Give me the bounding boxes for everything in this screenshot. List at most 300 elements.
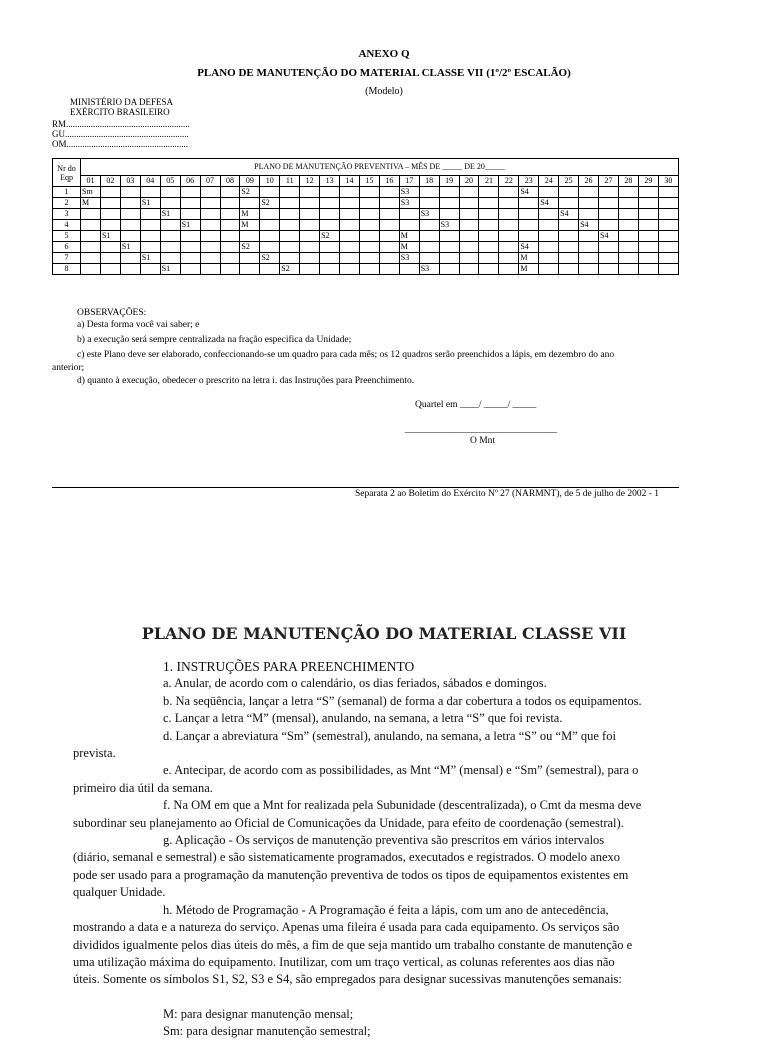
schedule-cell	[638, 198, 658, 209]
schedule-cell	[359, 220, 379, 231]
schedule-cell: S2	[320, 231, 340, 242]
schedule-cell	[579, 264, 599, 275]
schedule-cell	[379, 187, 399, 198]
schedule-cell	[579, 198, 599, 209]
table-row	[53, 253, 679, 264]
schedule-cell	[200, 198, 220, 209]
schedule-cell	[419, 253, 439, 264]
schedule-cell	[638, 209, 658, 220]
schedule-cell	[300, 264, 320, 275]
schedule-cell	[120, 220, 140, 231]
table-row	[53, 187, 679, 198]
schedule-cell	[599, 198, 619, 209]
schedule-cell	[120, 187, 140, 198]
instructions-heading: 1. INSTRUÇÕES PARA PREENCHIMENTO	[163, 659, 415, 674]
day-header: 29	[638, 176, 658, 187]
schedule-cell	[280, 187, 300, 198]
schedule-cell	[359, 187, 379, 198]
day-header: 08	[220, 176, 240, 187]
equipment-number: 4	[53, 220, 81, 231]
schedule-cell	[379, 264, 399, 275]
schedule-cell	[559, 264, 579, 275]
schedule-cell	[559, 220, 579, 231]
schedule-cell	[320, 187, 340, 198]
page2-title: PLANO DE MANUTENÇÃO DO MATERIAL CLASSE VII	[141, 624, 627, 643]
instruction-f-cont: subordinar seu planejamento ao Oficial de Comunicações da Unidade, para efeito de coordenação (semestral).	[73, 815, 624, 830]
schedule-cell	[399, 209, 419, 220]
schedule-cell	[160, 220, 180, 231]
schedule-cell: S2	[240, 242, 260, 253]
schedule-cell	[359, 253, 379, 264]
rm-field: RM.......................................................	[52, 119, 190, 129]
schedule-cell	[499, 187, 519, 198]
corner-cell: Nr do Eqp	[53, 159, 81, 187]
signature-line: ________________________________	[405, 425, 557, 435]
signer-label: O Mnt	[470, 436, 496, 446]
schedule-cell	[439, 187, 459, 198]
schedule-cell	[658, 264, 678, 275]
day-header: 02	[100, 176, 120, 187]
instruction-h: h. Método de Programação - A Programação é feita a lápis, com um ano de antecedência,	[163, 902, 609, 917]
schedule-cell	[260, 209, 280, 220]
schedule-cell	[658, 242, 678, 253]
schedule-cell	[140, 231, 160, 242]
schedule-cell	[459, 242, 479, 253]
instruction-h-cont-4: úteis. Somente os símbolos S1, S2, S3 e S4, são empregados para designar sucessivas manutenções semanais:	[73, 972, 622, 987]
schedule-cell: S2	[260, 198, 280, 209]
day-header: 10	[260, 176, 280, 187]
model-label: (Modelo)	[365, 86, 403, 97]
schedule-cell	[658, 187, 678, 198]
footer-text: Separata 2 ao Boletim do Exército Nº 27 (NARMNT), de 5 de julho de 2002 - 1	[355, 489, 659, 499]
schedule-cell	[379, 198, 399, 209]
schedule-cell	[320, 264, 340, 275]
schedule-cell	[439, 253, 459, 264]
schedule-cell: S3	[439, 220, 459, 231]
day-header: 24	[539, 176, 559, 187]
schedule-cell: S1	[100, 231, 120, 242]
schedule-cell	[340, 220, 360, 231]
day-header: 19	[439, 176, 459, 187]
schedule-cell	[599, 187, 619, 198]
observations-title: OBSERVAÇÕES:	[77, 308, 147, 318]
schedule-cell: S1	[160, 209, 180, 220]
schedule-cell	[599, 242, 619, 253]
schedule-cell	[459, 220, 479, 231]
schedule-cell	[180, 231, 200, 242]
day-header: 13	[320, 176, 340, 187]
day-header: 16	[379, 176, 399, 187]
schedule-cell	[479, 253, 499, 264]
schedule-cell	[579, 187, 599, 198]
table-row	[53, 220, 679, 231]
schedule-cell	[340, 242, 360, 253]
schedule-cell	[599, 264, 619, 275]
schedule-cell: S4	[559, 209, 579, 220]
schedule-cell	[180, 187, 200, 198]
schedule-cell	[459, 209, 479, 220]
schedule-cell	[439, 209, 459, 220]
schedule-cell: S4	[539, 198, 559, 209]
schedule-cell	[539, 231, 559, 242]
schedule-cell	[539, 242, 559, 253]
schedule-cell	[220, 253, 240, 264]
schedule-cell	[499, 242, 519, 253]
om-field: OM......................................................	[52, 139, 189, 149]
symbol-sm: Sm: para designar manutenção semestral;	[163, 1024, 371, 1039]
schedule-cell	[280, 242, 300, 253]
schedule-cell: S4	[579, 220, 599, 231]
schedule-cell	[559, 198, 579, 209]
schedule-cell	[240, 198, 260, 209]
day-header: 03	[120, 176, 140, 187]
schedule-cell	[479, 242, 499, 253]
schedule-cell: S1	[140, 253, 160, 264]
ministry-label: MINISTÉRIO DA DEFESA	[70, 97, 174, 107]
equipment-number: 6	[53, 242, 81, 253]
quartel-date: Quartel em ____/ _____/ _____	[415, 400, 537, 410]
schedule-cell	[340, 231, 360, 242]
schedule-cell	[658, 209, 678, 220]
schedule-cell	[359, 264, 379, 275]
instruction-d: d. Lançar a abreviatura “Sm” (semestral), anulando, na semana, a letra “S” ou “M” que foi	[163, 728, 616, 743]
schedule-cell	[200, 187, 220, 198]
schedule-cell	[499, 220, 519, 231]
schedule-cell	[300, 231, 320, 242]
schedule-cell	[519, 220, 539, 231]
schedule-cell	[280, 209, 300, 220]
schedule-cell	[160, 198, 180, 209]
footer-divider	[52, 487, 679, 488]
schedule-cell	[479, 264, 499, 275]
schedule-cell	[320, 220, 340, 231]
page2-body	[73, 658, 709, 1041]
observation-a: a) Desta forma você vai saber; e	[77, 320, 200, 330]
schedule-cell	[658, 198, 678, 209]
schedule-cell	[100, 209, 120, 220]
schedule-cell	[419, 231, 439, 242]
schedule-cell	[479, 198, 499, 209]
schedule-cell	[618, 253, 638, 264]
schedule-cell	[160, 242, 180, 253]
schedule-cell	[499, 264, 519, 275]
schedule-cell	[519, 231, 539, 242]
schedule-cell: S3	[419, 264, 439, 275]
schedule-cell: S2	[280, 264, 300, 275]
schedule-cell	[200, 209, 220, 220]
instruction-f: f. Na OM em que a Mnt for realizada pela Subunidade (descentralizada), o Cmt da mesma deve	[163, 798, 642, 813]
schedule-cell	[280, 253, 300, 264]
day-header: 07	[200, 176, 220, 187]
table-row	[53, 231, 679, 242]
observation-d: d) quanto à execução, obedecer o prescrito na letra i. das Instruções para Preenchimento.	[77, 376, 415, 386]
army-label: EXÉRCITO BRASILEIRO	[70, 107, 170, 117]
schedule-cell	[499, 198, 519, 209]
schedule-cell	[160, 187, 180, 198]
schedule-cell	[539, 253, 559, 264]
schedule-cell	[519, 198, 539, 209]
schedule-cell	[439, 242, 459, 253]
schedule-cell	[618, 209, 638, 220]
instruction-e: e. Antecipar, de acordo com as possibilidades, as Mnt “M” (mensal) e “Sm” (semestral), para o	[163, 763, 639, 778]
schedule-cell	[220, 209, 240, 220]
schedule-cell	[459, 231, 479, 242]
schedule-cell	[100, 253, 120, 264]
schedule-cell	[599, 209, 619, 220]
schedule-cell	[180, 264, 200, 275]
day-header: 04	[140, 176, 160, 187]
schedule-cell	[638, 253, 658, 264]
schedule-cell	[379, 209, 399, 220]
schedule-cell	[359, 198, 379, 209]
schedule-cell	[499, 231, 519, 242]
schedule-cell	[658, 220, 678, 231]
equipment-number: 1	[53, 187, 81, 198]
schedule-cell	[100, 198, 120, 209]
schedule-cell	[359, 242, 379, 253]
day-header: 21	[479, 176, 499, 187]
schedule-cell	[658, 231, 678, 242]
schedule-cell: S3	[399, 198, 419, 209]
schedule-cell: S2	[240, 187, 260, 198]
schedule-cell	[140, 187, 160, 198]
schedule-cell	[120, 264, 140, 275]
table-row	[53, 242, 679, 253]
schedule-cell	[140, 220, 160, 231]
day-header: 14	[340, 176, 360, 187]
schedule-cell	[180, 253, 200, 264]
schedule-cell	[300, 242, 320, 253]
equipment-number: 3	[53, 209, 81, 220]
schedule-cell	[658, 253, 678, 264]
table-header: PLANO DE MANUTENÇÃO PREVENTIVA – MÊS DE _____ DE 20_____	[81, 159, 679, 176]
schedule-cell	[100, 242, 120, 253]
day-header: 23	[519, 176, 539, 187]
schedule-cell	[618, 242, 638, 253]
schedule-cell: M	[519, 253, 539, 264]
schedule-cell	[439, 231, 459, 242]
schedule-cell	[479, 220, 499, 231]
schedule-cell: M	[519, 264, 539, 275]
schedule-cell: S3	[419, 209, 439, 220]
instruction-e-cont: primeiro dia útil da semana.	[73, 780, 213, 795]
schedule-cell	[340, 253, 360, 264]
schedule-cell	[320, 242, 340, 253]
schedule-cell: S4	[599, 231, 619, 242]
schedule-cell	[220, 242, 240, 253]
schedule-cell: S1	[180, 220, 200, 231]
schedule-cell: M	[399, 231, 419, 242]
day-header: 15	[359, 176, 379, 187]
schedule-cell	[81, 220, 101, 231]
schedule-cell	[340, 198, 360, 209]
schedule-cell	[180, 209, 200, 220]
schedule-cell	[539, 220, 559, 231]
observation-c: c) este Plano deve ser elaborado, confeccionando-se um quadro para cada mês; os 12 quadros serão preenchidos a lápis, em dezembro do ano	[77, 350, 615, 360]
day-header: 20	[459, 176, 479, 187]
schedule-cell: S3	[399, 253, 419, 264]
schedule-cell	[559, 231, 579, 242]
schedule-cell	[280, 220, 300, 231]
schedule-cell: Sm	[81, 187, 101, 198]
symbol-m: M: para designar manutenção mensal;	[163, 1006, 354, 1021]
schedule-cell	[160, 253, 180, 264]
instruction-g-cont-1: (diário, semanal e semestral) e são sistematicamente programados, executados e registrados. O modelo anexo	[73, 850, 621, 865]
schedule-cell	[220, 220, 240, 231]
schedule-cell	[439, 264, 459, 275]
schedule-cell	[559, 242, 579, 253]
schedule-cell	[140, 209, 160, 220]
schedule-cell	[340, 187, 360, 198]
schedule-cell	[240, 264, 260, 275]
schedule-cell	[618, 187, 638, 198]
table-row	[53, 209, 679, 220]
schedule-cell	[479, 231, 499, 242]
schedule-cell	[618, 198, 638, 209]
schedule-cell	[300, 209, 320, 220]
schedule-cell	[220, 198, 240, 209]
table-row	[53, 198, 679, 209]
schedule-cell	[260, 242, 280, 253]
schedule-cell: S2	[260, 253, 280, 264]
day-header: 26	[579, 176, 599, 187]
schedule-cell: S1	[140, 198, 160, 209]
schedule-cell	[81, 231, 101, 242]
schedule-cell	[579, 253, 599, 264]
schedule-cell	[280, 198, 300, 209]
schedule-cell	[618, 231, 638, 242]
schedule-cell	[260, 264, 280, 275]
day-header: 18	[419, 176, 439, 187]
day-header: 09	[240, 176, 260, 187]
schedule-cell	[300, 198, 320, 209]
schedule-cell	[81, 242, 101, 253]
instruction-h-cont-3: uma utilização máxima do equipamento. Inutilizar, com um traço vertical, as colunas referentes aos dias não	[73, 954, 615, 969]
schedule-cell	[638, 220, 658, 231]
schedule-cell	[499, 209, 519, 220]
schedule-cell	[419, 198, 439, 209]
schedule-cell	[599, 253, 619, 264]
equipment-number: 5	[53, 231, 81, 242]
day-header: 28	[618, 176, 638, 187]
schedule-cell: M	[81, 198, 101, 209]
schedule-cell	[160, 231, 180, 242]
schedule-cell	[320, 253, 340, 264]
schedule-cell	[419, 220, 439, 231]
schedule-cell: S4	[519, 187, 539, 198]
schedule-cell	[379, 253, 399, 264]
table-row	[53, 264, 679, 275]
maintenance-table	[52, 158, 679, 275]
schedule-cell	[618, 264, 638, 275]
day-header: 05	[160, 176, 180, 187]
equipment-number: 8	[53, 264, 81, 275]
day-header: 17	[399, 176, 419, 187]
equipment-number: 7	[53, 253, 81, 264]
day-header: 11	[280, 176, 300, 187]
schedule-cell: S4	[519, 242, 539, 253]
schedule-cell	[399, 264, 419, 275]
schedule-cell	[140, 242, 160, 253]
schedule-cell	[579, 209, 599, 220]
day-header: 25	[559, 176, 579, 187]
schedule-cell	[120, 198, 140, 209]
equipment-number: 2	[53, 198, 81, 209]
schedule-cell	[359, 231, 379, 242]
schedule-cell	[459, 198, 479, 209]
instruction-h-cont-1: mostrando a data e a natureza do serviço. Apenas uma fileira é usada para cada equipamento. Os serviços são	[73, 920, 620, 935]
schedule-cell	[479, 187, 499, 198]
schedule-cell	[220, 231, 240, 242]
plan-title: PLANO DE MANUTENÇÃO DO MATERIAL CLASSE VII (1º/2º ESCALÃO)	[197, 67, 571, 79]
schedule-cell	[260, 231, 280, 242]
schedule-cell	[100, 220, 120, 231]
schedule-cell	[419, 242, 439, 253]
day-header: 06	[180, 176, 200, 187]
schedule-cell	[479, 209, 499, 220]
day-header: 01	[81, 176, 101, 187]
observation-b: b) a execução será sempre centralizada na fração especifica da Unidade;	[77, 335, 352, 345]
schedule-cell	[240, 231, 260, 242]
instruction-g: g. Aplicação - Os serviços de manutenção preventiva são prescritos em vários intervalos	[163, 833, 605, 848]
schedule-cell	[300, 220, 320, 231]
schedule-cell	[200, 242, 220, 253]
schedule-cell	[240, 253, 260, 264]
observation-c-cont: anterior;	[52, 363, 85, 373]
schedule-cell	[280, 231, 300, 242]
schedule-cell	[81, 264, 101, 275]
schedule-cell	[220, 264, 240, 275]
schedule-cell	[579, 231, 599, 242]
schedule-cell	[100, 187, 120, 198]
schedule-cell	[379, 231, 399, 242]
instruction-b: b. Na seqüência, lançar a letra “S” (semanal) de forma a dar cobertura a todos os equipamentos.	[163, 693, 642, 708]
schedule-cell	[180, 242, 200, 253]
schedule-cell	[180, 198, 200, 209]
schedule-cell	[300, 253, 320, 264]
day-header: 30	[658, 176, 678, 187]
schedule-cell	[140, 264, 160, 275]
schedule-cell	[539, 264, 559, 275]
gu-field: GU.......................................................	[52, 129, 189, 139]
schedule-cell	[320, 198, 340, 209]
schedule-cell	[320, 209, 340, 220]
schedule-cell: M	[399, 242, 419, 253]
schedule-cell: M	[240, 220, 260, 231]
day-header: 22	[499, 176, 519, 187]
instruction-c: c. Lançar a letra “M” (mensal), anulando, na semana, a letra “S” que foi revista.	[163, 711, 563, 726]
schedule-cell	[638, 231, 658, 242]
schedule-cell	[260, 187, 280, 198]
schedule-cell	[579, 242, 599, 253]
schedule-cell	[340, 209, 360, 220]
schedule-cell	[100, 264, 120, 275]
schedule-cell	[459, 264, 479, 275]
schedule-cell: S1	[120, 242, 140, 253]
instruction-g-cont-2: pode ser usado para a programação da manutenção preventiva de todos os tipos de equipamentos existentes em	[73, 867, 629, 882]
day-header: 12	[300, 176, 320, 187]
schedule-cell	[419, 187, 439, 198]
schedule-cell	[200, 231, 220, 242]
schedule-cell	[638, 187, 658, 198]
day-header: 27	[599, 176, 619, 187]
schedule-cell	[120, 231, 140, 242]
schedule-cell	[519, 209, 539, 220]
annex-title: ANEXO Q	[358, 48, 410, 60]
schedule-cell	[120, 253, 140, 264]
schedule-cell	[638, 264, 658, 275]
schedule-cell	[539, 209, 559, 220]
